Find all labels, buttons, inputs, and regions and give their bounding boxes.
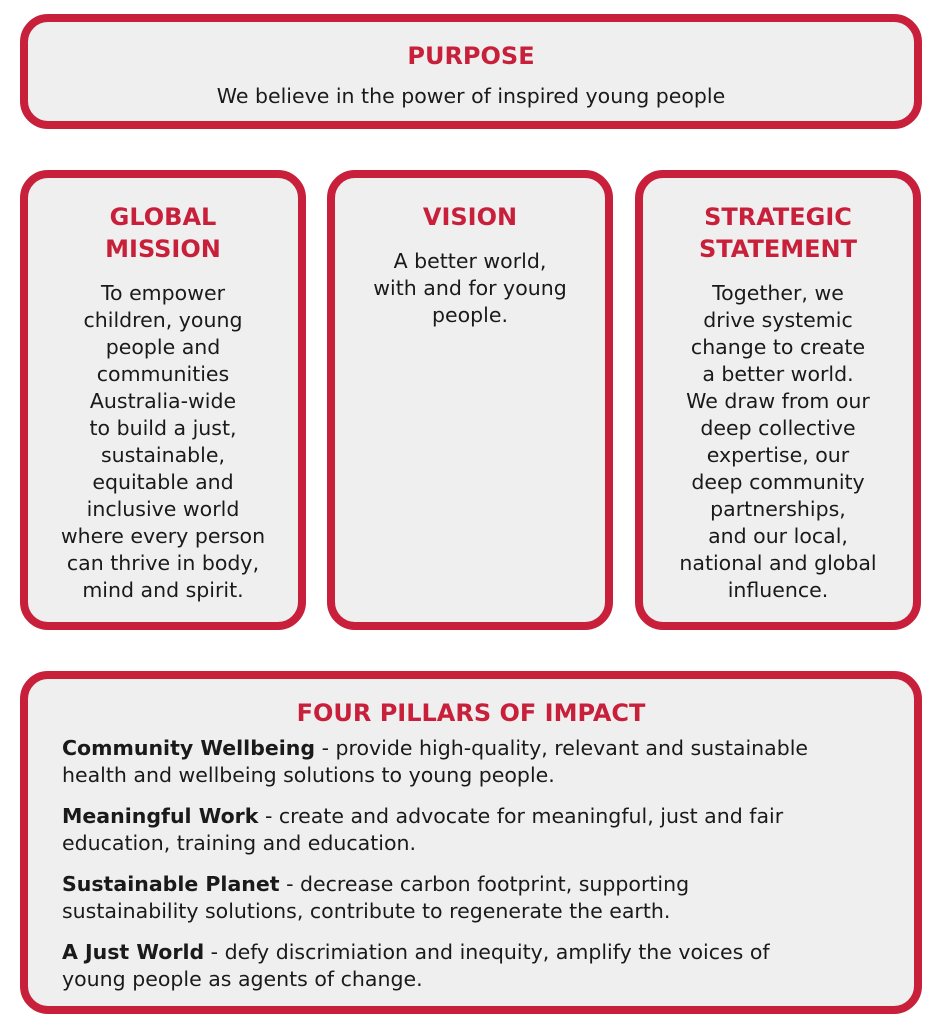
- strategic-statement-title: [643, 201, 913, 265]
- strategic-statement-line: a better world.: [702, 362, 854, 386]
- global-mission-line: children, young: [83, 308, 243, 332]
- strategic-statement-line: change to create: [690, 335, 866, 359]
- global-mission-line: communities: [96, 362, 230, 386]
- pillar-item: [62, 735, 894, 789]
- strategic-statement-line: deep community: [691, 470, 865, 494]
- pillar-name: Community Wellbeing: [62, 736, 316, 760]
- vision-text: [335, 248, 605, 329]
- strategic-statement-line: national and global: [679, 551, 877, 575]
- pillar-item: [62, 871, 894, 925]
- purpose-text: We believe in the power of inspired young people: [216, 84, 726, 108]
- global-mission-card: [20, 170, 306, 630]
- vision-line: people.: [431, 303, 508, 327]
- pillar-description: education, training and education.: [62, 831, 417, 855]
- vision-card: [327, 170, 613, 630]
- global-mission-text: [28, 280, 298, 604]
- global-mission-title-line: MISSION: [105, 235, 221, 263]
- global-mission-line: mind and spirit.: [82, 578, 244, 602]
- purpose-card: [20, 14, 922, 129]
- four-pillars-card: [20, 671, 922, 1014]
- strategic-statement-line: drive systemic: [703, 308, 853, 332]
- strategic-statement-line: Together, we: [712, 281, 844, 305]
- strategic-statement-title-line: STRATEGIC: [704, 203, 852, 231]
- pillar-description: - provide high-quality, relevant and sustainable: [315, 736, 809, 760]
- global-mission-line: people and: [105, 335, 221, 359]
- global-mission-line: equitable and: [92, 470, 234, 494]
- strategic-statement-line: and our local,: [708, 524, 848, 548]
- pillar-name: Meaningful Work: [62, 804, 259, 828]
- pillar-description: - decrease carbon footprint, supporting: [279, 872, 690, 896]
- pillar-description: - create and advocate for meaningful, just and fair: [258, 804, 784, 828]
- strategic-statement-line: partnerships,: [710, 497, 846, 521]
- vision-title: VISION: [422, 203, 518, 231]
- strategic-statement-line: influence.: [727, 578, 829, 602]
- strategic-statement-title-line: STATEMENT: [698, 235, 857, 263]
- purpose-title: PURPOSE: [407, 42, 535, 70]
- pillar-name: A Just World: [62, 940, 205, 964]
- global-mission-line: inclusive world: [86, 497, 240, 521]
- global-mission-line: can thrive in body,: [66, 551, 260, 575]
- pillar-description: sustainability solutions, contribute to regenerate the earth.: [62, 899, 671, 923]
- global-mission-line: sustainable,: [100, 443, 226, 467]
- pillar-name: Sustainable Planet: [62, 872, 280, 896]
- vision-line: A better world,: [393, 249, 547, 273]
- vision-line: with and for young: [373, 276, 567, 300]
- global-mission-line: where every person: [60, 524, 266, 548]
- pillar-description: health and wellbeing solutions to young people.: [62, 763, 555, 787]
- global-mission-line: to build a just,: [89, 416, 237, 440]
- strategic-statement-line: deep collective: [700, 416, 856, 440]
- strategic-statement-line: expertise, our: [706, 443, 850, 467]
- pillar-description: - defy discrimiation and inequity, amplify the voices of: [204, 940, 770, 964]
- pillar-item: [62, 939, 894, 993]
- pillar-item: [62, 803, 894, 857]
- global-mission-line: Australia-wide: [89, 389, 237, 413]
- strategic-statement-text: [643, 280, 913, 604]
- global-mission-title: [28, 201, 298, 265]
- global-mission-title-line: GLOBAL: [109, 203, 217, 231]
- strategic-statement-line: We draw from our: [686, 389, 870, 413]
- global-mission-line: To empower: [100, 281, 226, 305]
- four-pillars-title: FOUR PILLARS OF IMPACT: [296, 699, 646, 727]
- strategic-statement-card: [635, 170, 921, 630]
- pillar-description: young people as agents of change.: [62, 967, 423, 991]
